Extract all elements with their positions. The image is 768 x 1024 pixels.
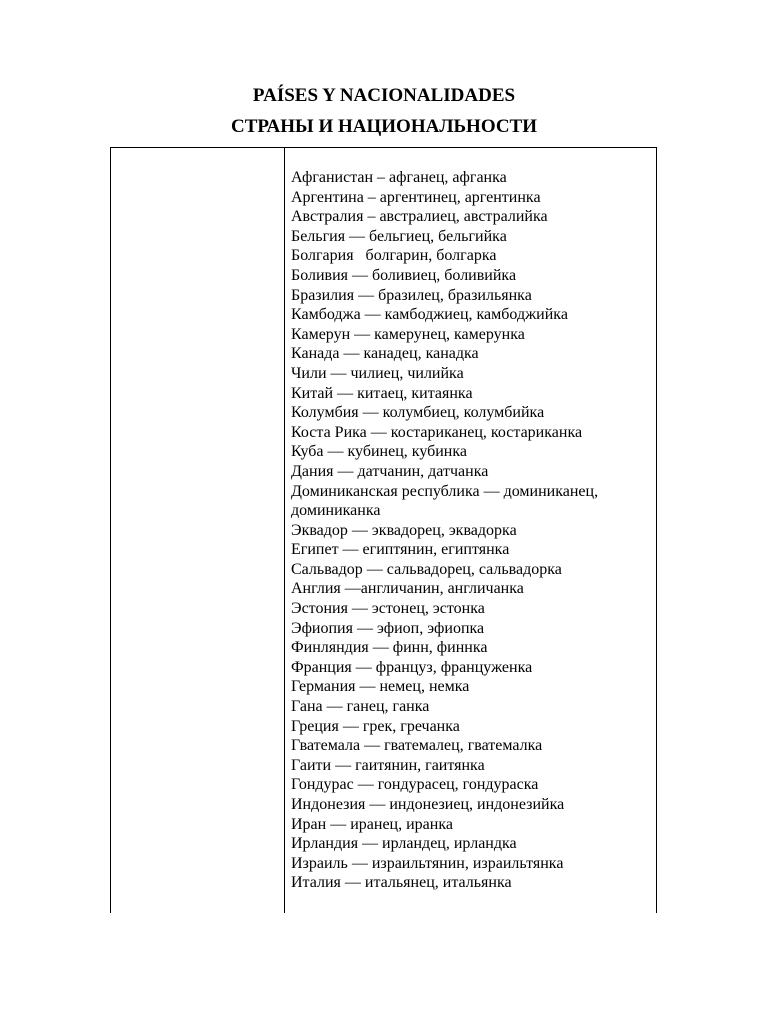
list-item: Гаити — гаитянин, гаитянка xyxy=(291,756,485,774)
list-item: Франция — француз, француженка xyxy=(291,658,533,676)
list-item: Болгария болгарин, болгарка xyxy=(291,247,497,265)
list-item: Аргентина – аргентинец, аргентинка xyxy=(291,188,541,206)
list-item: Эфиопия — эфиоп, эфиопка xyxy=(291,619,485,637)
list-item: Гватемала — гватемалец, гватемалка xyxy=(291,737,543,755)
list-item: Австралия – австралиец, австралийка xyxy=(291,208,548,226)
page-title-spanish: PAÍSES Y NACIONALIDADES xyxy=(252,85,516,106)
list-item: Греция — грек, гречанка xyxy=(291,717,460,735)
list-item: Колумбия — колумбиец, колумбийка xyxy=(291,404,545,422)
list-item: Италия — итальянец, итальянка xyxy=(291,874,512,892)
list-item: Куба — кубинец, кубинка xyxy=(291,443,467,461)
list-item: Иран — иранец, иранка xyxy=(291,815,453,833)
list-item: Доминиканская республика — доминиканец, xyxy=(291,482,599,500)
list-item: Ирландия — ирландец, ирландка xyxy=(291,835,517,853)
list-item: Камбоджа — камбоджиец, камбоджийка xyxy=(291,306,568,324)
countries-table xyxy=(110,147,657,913)
page-title-russian: СТРАНЫ И НАЦИОНАЛЬНОСТИ xyxy=(230,116,538,137)
list-item: Коста Рика — костариканец, костариканка xyxy=(291,423,583,441)
list-item: Германия — немец, немка xyxy=(291,678,470,696)
list-item: Гана — ганец, ганка xyxy=(291,698,430,716)
list-item: Китай — китаец, китаянка xyxy=(291,384,473,402)
list-item: доминиканка xyxy=(291,502,381,520)
list-item: Эстония — эстонец, эстонка xyxy=(291,600,485,618)
list-item: Камерун — камерунец, камерунка xyxy=(291,325,525,343)
list-item: Дания — датчанин, датчанка xyxy=(291,462,489,480)
list-item: Сальвадор — сальвадорец, сальвадорка xyxy=(291,560,562,578)
list-item: Боливия — боливиец, боливийка xyxy=(291,266,517,284)
list-item: Индонезия — индонезиец, индонезийка xyxy=(291,796,565,813)
list-item: Чили — чилиец, чилийка xyxy=(291,364,464,382)
list-item: Афганистан – афганец, афганка xyxy=(291,169,507,186)
table-left-column xyxy=(111,148,285,913)
list-item: Эквадор — эквадорец, эквадорка xyxy=(291,521,517,539)
list-item: Бразилия — бразилец, бразильянка xyxy=(291,286,532,304)
list-item: Канада — канадец, канадка xyxy=(291,345,479,363)
list-item: Финляндия — финн, финнка xyxy=(291,639,488,657)
list-item: Израиль — израильтянин, израильтянка xyxy=(291,854,564,872)
list-item: Гондурас — гондурасец, гондураска xyxy=(291,776,539,794)
list-item: Египет — египтянин, египтянка xyxy=(291,541,510,559)
list-item: Англия —англичанин, англичанка xyxy=(291,580,524,598)
list-item: Бельгия — бельгиец, бельгийка xyxy=(291,227,507,245)
table-right-column xyxy=(291,168,651,893)
